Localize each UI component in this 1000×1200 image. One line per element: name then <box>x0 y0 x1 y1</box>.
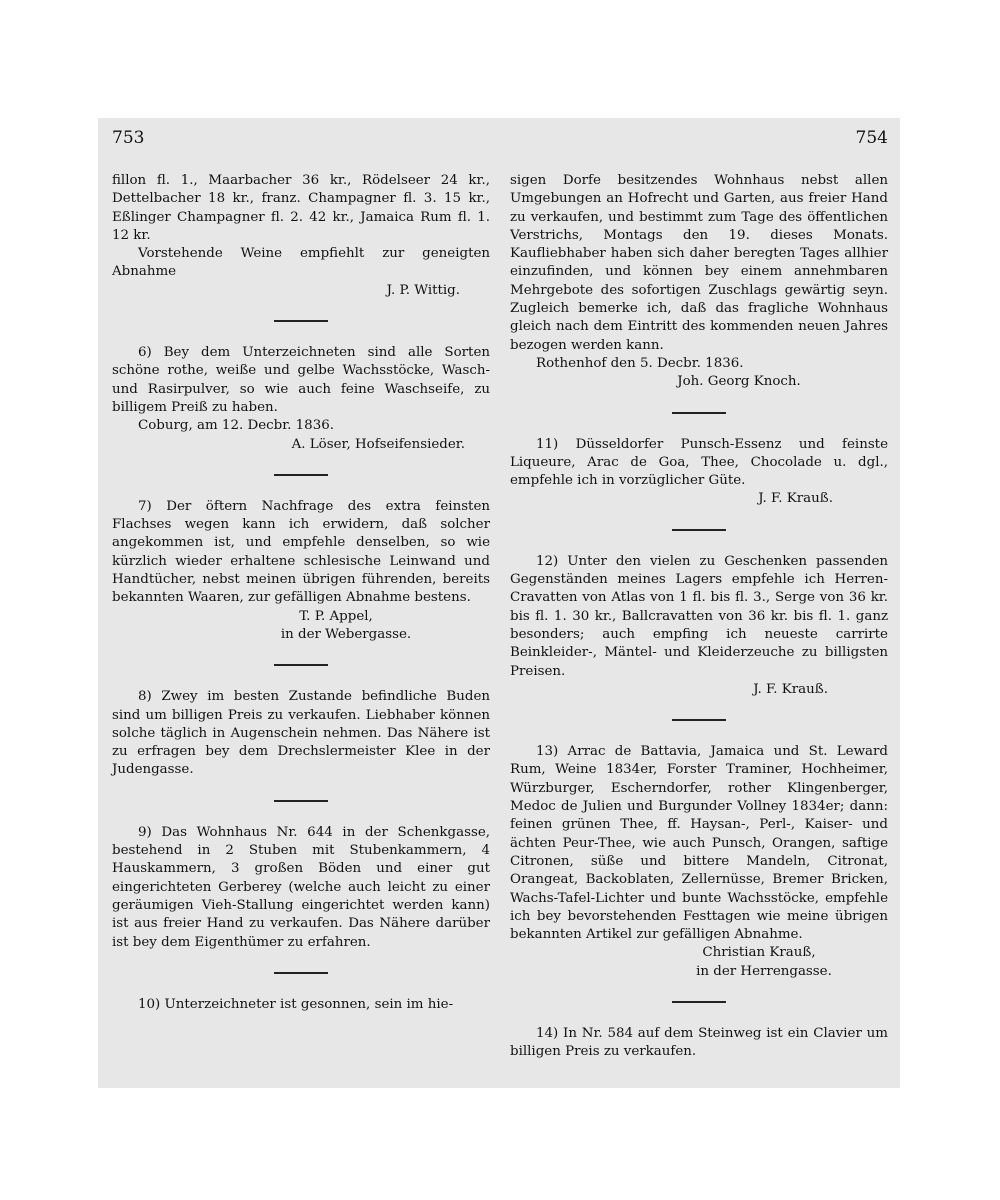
ad-12-signature: J. F. Krauß. <box>753 681 828 697</box>
ad-9-text: 9) Das Wohnhaus Nr. 644 in der Schenkgasse, bestehend in 2 Stuben mit Stubenkammern, 4 Hauskammern, 3 großen Böden und einer gut eingerichteten Gerberey (welche auch leicht zu einer geräumigen Vieh-Stallung eingerichtet werden kann) ist aus freier Hand zu verkaufen. Das Nähere darüber ist bey dem Eigenthümer zu erfahren. <box>112 824 490 950</box>
separator <box>672 529 726 531</box>
ad-10-start-text: 10) Unterzeichneter ist gesonnen, sein im hie- <box>138 996 454 1012</box>
separator <box>274 972 328 974</box>
left-column <box>112 172 490 1014</box>
page-number-right: 754 <box>855 128 888 148</box>
ad-12-text: 12) Unter den vielen zu Geschenken passenden Gegenständen meines Lagers empfehle ich Herren-Cravatten von Atlas von 1 fl. bis fl. 3., Serge von 36 kr. bis fl. 1. 30 kr., Ballcravatten von 36 kr. bis fl. 1. ganz besonders; auch empfing ich neueste carrirte Beinkleider-, Mäntel- und Kleiderzeuche zu billigsten Preisen. <box>510 553 888 679</box>
ad-wine-recommend: Vorstehende Weine empfiehlt zur geneigten Abnahme <box>112 246 490 280</box>
ad-10-place-date: Rothenhof den 5. Decbr. 1836. <box>536 355 744 371</box>
separator <box>672 1001 726 1003</box>
ad-13-signature: Christian Krauß, <box>702 945 816 961</box>
ad-13-text: 13) Arrac de Battavia, Jamaica und St. Leward Rum, Weine 1834er, Forster Traminer, Hochheimer, Würzburger, Escherndorfer, rother Klingenberger, Medoc de Julien und Burgunder Vollney 1834er; dann: feinen grünen Thee, ff. Haysan-, Perl-, Kaiser- und ächten Peur-Thee, wie auch Punsch, Orangen, saftige Citronen, süße und bittere Mandeln, Citronat, Orangeat, Backoblaten, Zellernüsse, Bremer Bricken, Wachs-Tafel-Lichter und bunte Wachsstöcke, empfehle ich bey bevorstehenden Festtagen wie meine übrigen bekannten Artikel zur gefälligen Abnahme. <box>510 744 888 943</box>
separator <box>274 664 328 666</box>
ad-8-text: 8) Zwey im besten Zustande befindliche Buden sind um billigen Preis zu verkaufen. Liebhaber können solche täglich in Augenschein nehmen. Das Nähere ist zu erfragen bey dem Drechslermeister Klee in der Judengasse. <box>112 689 490 778</box>
ad-11-signature: J. F. Krauß. <box>758 491 833 507</box>
ad-wine-signature: J. P. Wittig. <box>386 282 460 298</box>
separator <box>274 800 328 802</box>
ad-11-text: 11) Düsseldorfer Punsch-Essenz und feinste Liqueure, Arac de Goa, Thee, Chocolade u. dgl., empfehle ich in vorzüglicher Güte. <box>510 436 888 489</box>
separator <box>672 412 726 414</box>
ad-14-text: 14) In Nr. 584 auf dem Steinweg ist ein Clavier um billigen Preis zu verkaufen. <box>510 1025 888 1060</box>
separator <box>274 474 328 476</box>
ad-10-cont-text: sigen Dorfe besitzendes Wohnhaus nebst allen Umgebungen an Hofrecht und Garten, aus freier Hand zu verkaufen, und bestimmt zum Tage des öffentlichen Verstrichs, Montags den 19. dieses Monats. Kaufliebhaber haben sich daher beregten Tages allhier einzufinden, und können bey einem annehmbaren Mehrgebote des sofortigen Zuschlags gewärtig seyn. Zugleich bemerke ich, daß das fragliche Wohnhaus gleich nach dem Eintritt des kommenden neuen Jahres bezogen werden kann. <box>510 173 888 353</box>
ad-7-signature: T. P. Appel, <box>299 608 373 624</box>
ad-6-place-date: Coburg, am 12. Decbr. 1836. <box>138 418 334 434</box>
separator <box>672 719 726 721</box>
ad-6-signature: A. Löser, Hofseifensieder. <box>291 436 465 452</box>
ad-13-signature-place: in der Herrengasse. <box>696 963 832 979</box>
ad-10-signature: Joh. Georg Knoch. <box>677 374 801 390</box>
right-column <box>510 172 888 1062</box>
ad-wine-text: fillon fl. 1., Maarbacher 36 kr., Rödelseer 24 kr., Dettelbacher 18 kr., franz. Champagner fl. 3. 15 kr., Eßlinger Champagner fl. 2. 42 kr., Jamaica Rum fl. 1. 12 kr. <box>112 173 490 243</box>
ad-7-signature-place: in der Webergasse. <box>280 626 412 642</box>
ad-7-text: 7) Der öftern Nachfrage des extra feinsten Flachses wegen kann ich erwidern, daß solcher angekommen ist, und empfehle denselben, so wie kürzlich wieder erhaltene schlesische Leinwand und Handtücher, nebst meinen übrigen führenden, bereits bekannten Waaren, zur gefälligen Abnahme bestens. <box>112 498 490 606</box>
separator <box>274 320 328 322</box>
page-number-left: 753 <box>112 128 145 148</box>
ad-6-text: 6) Bey dem Unterzeichneten sind alle Sorten schöne rothe, weiße und gelbe Wachsstöcke, Wasch- und Rasirpulver, so wie auch feine Waschseife, zu billigem Preiß zu haben. <box>112 345 490 415</box>
